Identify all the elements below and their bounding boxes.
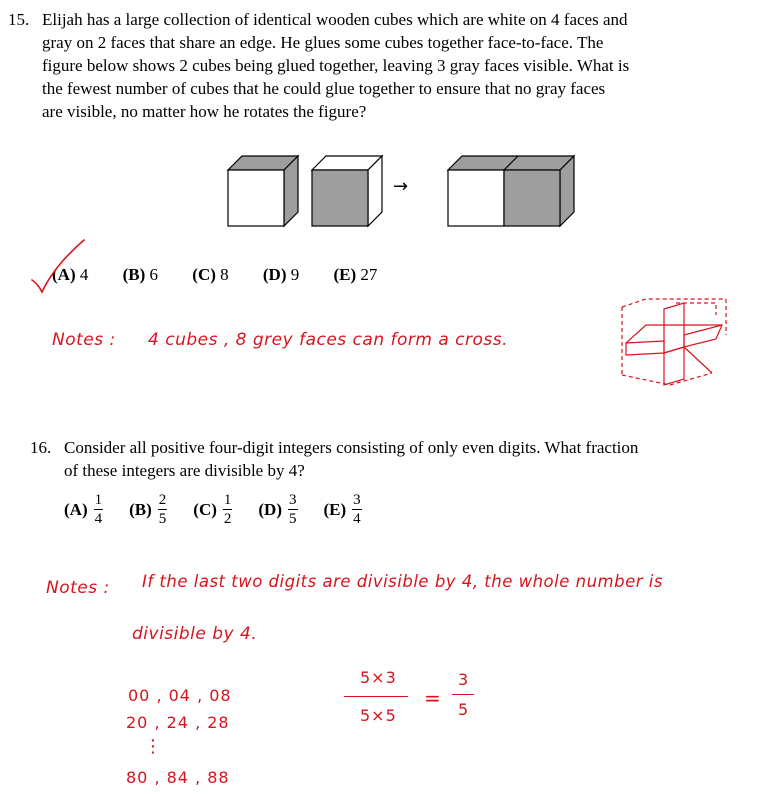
q16-line: Consider all positive four-digit integers consisting of only even digits. What fraction xyxy=(64,438,639,457)
q15-text xyxy=(42,8,762,123)
q15-line: Elijah has a large collection of identical wooden cubes which are white on 4 faces and xyxy=(42,10,628,29)
choice-d[interactable]: (D) $\frac{3}{5}$ xyxy=(258,492,297,527)
checkmark-icon xyxy=(28,236,88,296)
glued-cubes-icon xyxy=(448,156,574,226)
q15-line: are visible, no matter how he rotates the figure? xyxy=(42,102,367,121)
q16-notes-line1: If the last two digits are divisible by 4, the whole number is xyxy=(142,572,663,591)
q15-choices xyxy=(52,265,377,285)
calc-denominator: 5×5 xyxy=(360,706,397,725)
choice-b[interactable]: (B) $\frac{2}{5}$ xyxy=(129,492,167,527)
q16-number: 16. xyxy=(30,438,52,457)
q15-number: 15. xyxy=(8,10,30,29)
choice-b[interactable]: (B) 6 xyxy=(122,265,159,284)
q16-list-dots: ⋮ xyxy=(144,736,163,757)
q15-line: the fewest number of cubes that he could glue together to ensure that no gray faces xyxy=(42,79,606,98)
white-cube-icon xyxy=(228,156,298,226)
q16-list-row: 00 , 04 , 08 xyxy=(128,686,232,705)
calc-result-numerator: 3 xyxy=(458,670,470,689)
q16-choices xyxy=(64,492,384,527)
choice-a[interactable]: (A) 4 xyxy=(52,265,89,284)
q16-list-row: 20 , 24 , 28 xyxy=(126,713,230,732)
choice-e[interactable]: (E) $\frac{3}{4}$ xyxy=(323,492,361,527)
q15-notes-label: Notes : xyxy=(52,330,116,350)
arrow-icon: → xyxy=(393,176,409,197)
calc-result-denominator: 5 xyxy=(458,700,470,719)
gray-cube-icon xyxy=(312,156,382,226)
choice-c[interactable]: (C) $\frac{1}{2}$ xyxy=(193,492,232,527)
calc-numerator: 5×3 xyxy=(360,668,397,687)
choice-d[interactable]: (D) 9 xyxy=(262,265,300,284)
calc-equals: = xyxy=(424,686,442,710)
q16-text xyxy=(64,436,764,482)
q15-line: figure below shows 2 cubes being glued together, leaving 3 gray faces visible. What is xyxy=(42,56,630,75)
choice-a[interactable]: (A) $\frac{1}{4}$ xyxy=(64,492,103,527)
q15-line: gray on 2 faces that share an edge. He glues some cubes together face-to-face. The xyxy=(42,33,604,52)
q16-list-row: 80 , 84 , 88 xyxy=(126,768,230,787)
calc-fraction-bar xyxy=(344,696,408,697)
q16-notes-line2: divisible by 4. xyxy=(132,624,258,644)
cross-sketch-icon xyxy=(612,295,732,390)
choice-e[interactable]: (E) 27 xyxy=(333,265,378,284)
q16-line: of these integers are divisible by 4? xyxy=(64,461,305,480)
q16-notes-label: Notes : xyxy=(46,578,110,598)
q15-notes-text: 4 cubes , 8 grey faces can form a cross. xyxy=(148,330,509,350)
calc-result-bar xyxy=(452,694,474,695)
choice-c[interactable]: (C) 8 xyxy=(192,265,229,284)
